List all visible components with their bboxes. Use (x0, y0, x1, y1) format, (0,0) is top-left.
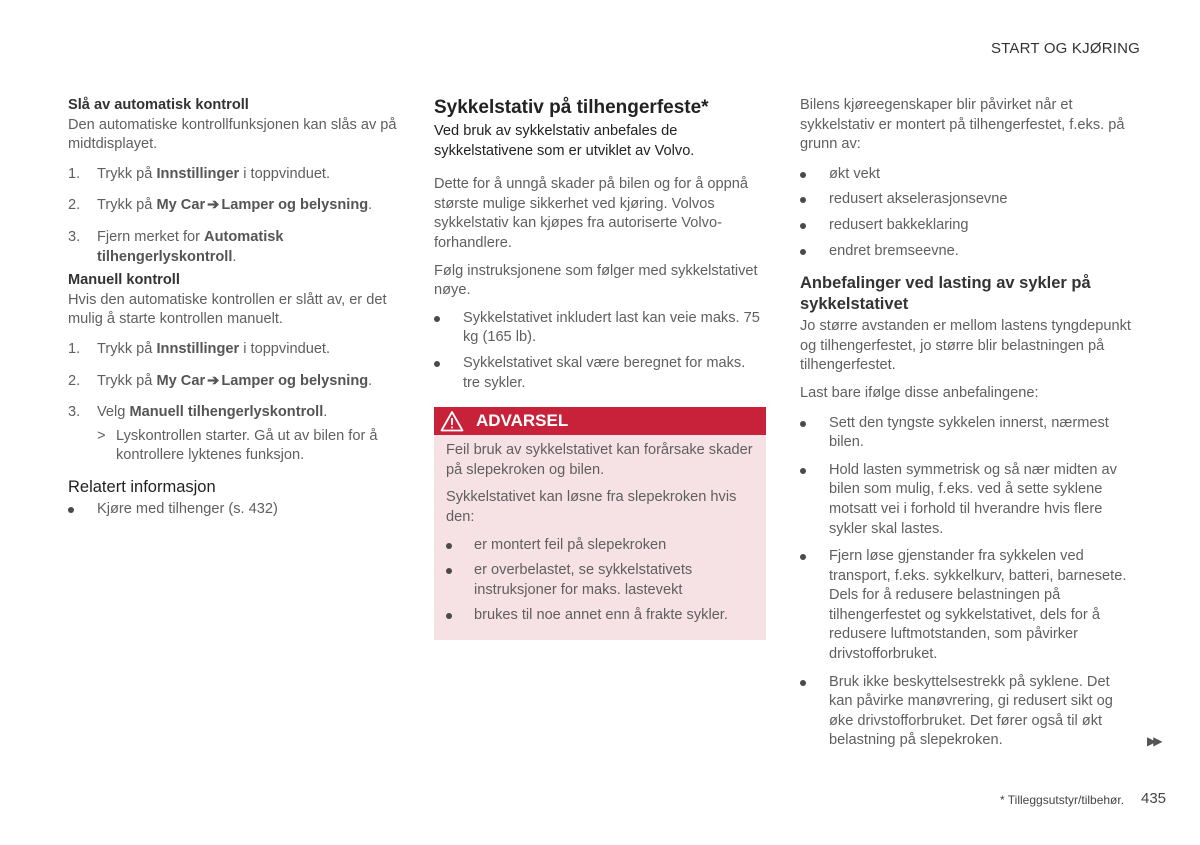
menu-path-settings: Innstillinger (156, 165, 240, 182)
footnote: * Tilleggsutstyr/tilbehør. (1000, 793, 1125, 807)
related-links (68, 500, 398, 520)
list-item: 2. Trykk på My Car ➔ Lamper og belysning. (68, 372, 398, 392)
list-item: redusert bakkeklaring (800, 216, 1135, 236)
list-item: 1. Trykk på Innstillinger i toppvinduet. (68, 340, 331, 357)
heading-related-info: Relatert informasjon (68, 477, 216, 496)
bullet-icon (434, 316, 440, 322)
paragraph: Følg instruksjonene som følger med sykkelstativet nøye. (434, 262, 758, 299)
arrow-right-icon: ➔ (207, 372, 220, 389)
bullet-icon (800, 172, 806, 178)
paragraph-auto-control: Den automatiske kontrollfunksjonen kan slås av på midtdisplayet. (68, 116, 397, 153)
list-item: Fjern løse gjenstander fra sykkelen ved transport, f.eks. sykkelkurv, batteri, barnesete. Dels for å redusere belastningen på tilhengerfestet og sykkelstativet, dels for å redusere luftmotstanden, som påvirker drivstofforbruket. (800, 547, 1135, 665)
bullet-icon (68, 507, 74, 513)
list-item: redusert akselerasjonsevne (800, 190, 1135, 210)
bullet-list (434, 309, 766, 393)
paragraph: Dette for å unngå skader på bilen og for å oppnå største mulige sikkerhet ved kjøring. Volvos sykkelstativ kan kjøpes fra autoriserte Volvo-forhandlere. (434, 176, 748, 251)
menu-path-my-car: My Car (156, 372, 206, 389)
list-item: brukes til noe annet enn å frakte sykler. (446, 606, 754, 626)
bullet-icon (800, 554, 806, 560)
column-middle (434, 96, 766, 640)
warning-body (434, 435, 766, 640)
steps-manual (68, 340, 398, 466)
continue-arrows-icon: ▶▶ (1147, 734, 1160, 748)
result-marker-icon: > (97, 427, 106, 444)
list-item: Sykkelstativet inkludert last kan veie maks. 75 kg (165 lb). (434, 309, 766, 348)
list-item: 3. Fjern merket for Automatisk tilhengerlyskontroll. (68, 228, 284, 265)
bullet-icon (800, 197, 806, 203)
heading-loading: Anbefalinger ved lasting av sykler på sykkelstativet (800, 274, 1091, 314)
menu-option-manual-trailer-light: Manuell tilhengerlyskontroll (129, 404, 324, 421)
menu-option-auto-trailer-light: Automatisk tilhengerlyskontroll (97, 228, 284, 265)
warning-list (446, 536, 754, 626)
bullet-icon (800, 223, 806, 229)
bullet-list-effects (800, 165, 1135, 261)
paragraph-manual-control: Hvis den automatiske kontrollen er slått av, er det mulig å starte kontrollen manuelt. (68, 291, 387, 328)
arrow-right-icon: ➔ (207, 197, 220, 214)
bullet-icon (800, 468, 806, 474)
bullet-icon (446, 543, 452, 549)
warning-paragraph: Feil bruk av sykkelstativet kan forårsake skader på slepekroken og bilen. (446, 442, 753, 478)
steps-auto-off (68, 165, 398, 267)
list-item: er overbelastet, se sykkelstativets instruksjoner for maks. lastevekt (446, 561, 754, 600)
bullet-list-recommendations (800, 414, 1135, 752)
bullet-icon (434, 361, 440, 367)
bullet-icon (800, 249, 806, 255)
section-title: Sykkelstativ på tilhengerfeste* (434, 97, 709, 118)
paragraph-loading: Jo større avstanden er mellom lastens tyngdepunkt og tilhengerfestet, jo større blir belastningen på tilhengerfestet. (800, 318, 1131, 374)
paragraph-follow: Last bare ifølge disse anbefalingene: (800, 384, 1039, 401)
bullet-icon (446, 568, 452, 574)
menu-path-lights: Lamper og belysning (221, 197, 369, 214)
menu-path-settings: Innstillinger (156, 340, 240, 357)
warning-title: ADVARSEL (476, 411, 569, 431)
list-item: Sykkelstativet skal være beregnet for maks. tre sykler. (434, 354, 766, 393)
warning-paragraph: Sykkelstativet kan løsne fra slepekroken hvis den: (446, 489, 737, 525)
list-item: 3. Velg Manuell tilhengerlyskontroll. > Lyskontrollen starter. Gå ut av bilen for å kontrollere lyktenes funksjon. (68, 403, 398, 466)
menu-path-lights: Lamper og belysning (221, 372, 369, 389)
page-number: 435 (1141, 790, 1167, 807)
bullet-icon (800, 421, 806, 427)
list-item: Hold lasten symmetrisk og så nær midten av bilen som mulig, f.eks. ved å sette syklene motsatt vei i forhold til hverandre hvis flere sykler skal lastes. (800, 461, 1135, 539)
bullet-icon (800, 680, 806, 686)
warning-triangle-icon (440, 410, 464, 432)
warning-header (434, 407, 766, 435)
list-item: er montert feil på slepekroken (446, 536, 754, 556)
warning-box (434, 407, 766, 640)
paragraph-intro: Bilens kjøreegenskaper blir påvirket når et sykkelstativ er montert på tilhengerfestet, f.eks. på grunn av: (800, 97, 1125, 153)
list-item: endret bremseevne. (800, 242, 1135, 262)
list-item: 1. Trykk på Innstillinger i toppvinduet. (68, 165, 331, 182)
list-item: økt vekt (800, 165, 1135, 185)
menu-path-my-car: My Car (156, 197, 206, 214)
related-link[interactable]: Kjøre med tilhenger (s. 432) (68, 500, 398, 520)
step-result: > Lyskontrollen starter. Gå ut av bilen for å kontrollere lyktenes funksjon. (97, 427, 378, 464)
lead-paragraph: Ved bruk av sykkelstativ anbefales de sykkelstativene som er utviklet av Volvo. (434, 123, 695, 159)
bullet-icon (446, 613, 452, 619)
column-right (800, 96, 1135, 759)
list-item: Bruk ikke beskyttelsestrekk på syklene. Det kan påvirke manøvrering, gi redusert sikt og øke drivstofforbruket. Det fører også til økt belastning på slepekroken. (800, 673, 1135, 751)
list-item: Sett den tyngste sykkelen innerst, nærmest bilen. (800, 414, 1135, 453)
running-header: START OG KJØRING (990, 40, 1140, 57)
column-left (68, 96, 398, 527)
heading-auto-control: Slå av automatisk kontroll (68, 97, 249, 113)
list-item: 2. Trykk på My Car ➔ Lamper og belysning. (68, 196, 398, 216)
heading-manual-control: Manuell kontroll (68, 272, 180, 289)
